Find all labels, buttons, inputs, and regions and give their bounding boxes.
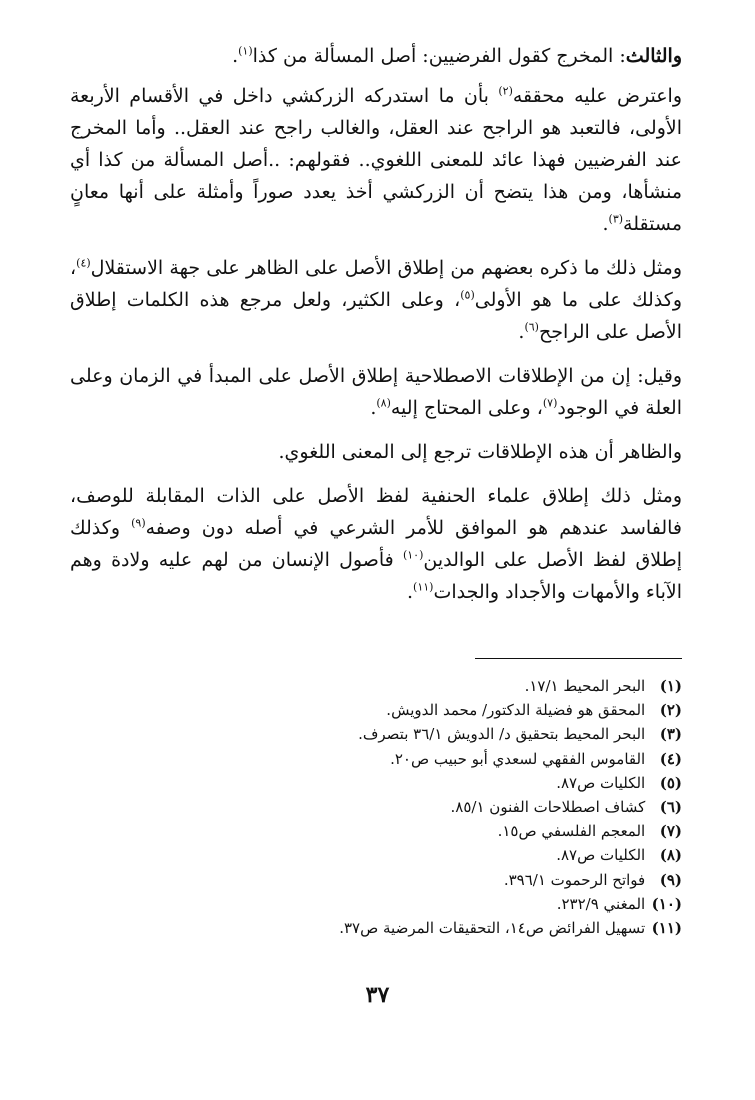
paragraph-text: . — [518, 321, 525, 343]
paragraph-text: . — [406, 581, 414, 603]
footnote-text: المعجم الفلسفي ص١٥. — [497, 822, 646, 841]
footnote-text: البحر المحيط بتحقيق د/ الدويش ٣٦/١ بتصرف. — [358, 725, 646, 744]
paragraph-5 — [70, 436, 682, 468]
footnote-text: فواتح الرحموت ٣٩٦/١. — [503, 870, 646, 889]
footnote-text: المغني ٢٣٢/٩. — [556, 894, 646, 913]
footnote-text: كشاف اصطلاحات الفنون ٨٥/١. — [450, 798, 646, 817]
paragraph-text: فأصول الإنسان من لهم عليه ولادة وهم الآباء والأمهات والأجداد والجدات — [70, 549, 682, 603]
footnote-ref[interactable]: (٨) — [376, 396, 391, 410]
footnote-number: (٤) — [659, 749, 682, 768]
footnote-item — [70, 771, 682, 795]
footnote-ref[interactable]: (١) — [238, 44, 253, 58]
paragraph-text: ومثل ذلك ما ذكره بعضهم من إطلاق الأصل على الظاهر على جهة الاستقلال — [90, 257, 682, 279]
paragraph-lead: والثالث — [625, 45, 682, 67]
paragraph-text: ، وكذلك على ما هو الأولى — [70, 257, 682, 311]
footnote-ref[interactable]: (٦) — [524, 320, 539, 334]
paragraph-text: : المخرج كقول الفرضيين: أصل المسألة من كذا — [252, 45, 626, 67]
paragraph-4 — [70, 360, 682, 424]
footnote-number: (٢) — [659, 701, 682, 720]
footnote-number: (٩) — [659, 870, 682, 889]
paragraph-text: بأن ما استدركه الزركشي داخل في الأقسام الأربعة الأولى، فالتعبد هو الراجح عند العقل، والغالب راجح عند العقل.. وأما المخرج عند الفرضيين فهذا عائد للمعنى اللغوي.. فقولهم: ..أصل المسألة من كذا أي منشأها، ومن هذا يتضح أن الزركشي أخذ يعدد صوراً وأمثلة على أنها معانٍ مستقلة — [70, 85, 682, 235]
paragraph-text: والظاهر أن هذه الإطلاقات ترجع إلى المعنى اللغوي. — [278, 441, 682, 463]
paragraph-1 — [70, 40, 682, 72]
paragraph-text: . — [602, 213, 609, 235]
footnote-text: الكليات ص٨٧. — [556, 846, 646, 865]
footnote-number: (٧) — [659, 822, 682, 841]
footnote-number: (٣) — [659, 725, 682, 744]
footnote-text: المحقق هو فضيلة الدكتور/ محمد الدويش. — [386, 701, 646, 720]
paragraph-text: واعترض عليه محققه — [512, 85, 682, 107]
footnote-text: البحر المحيط ١٧/١. — [524, 677, 646, 695]
footnote-text: الكليات ص٨٧. — [556, 773, 646, 792]
paragraph-text: . — [370, 397, 377, 419]
footnote-number: (٦) — [659, 798, 682, 817]
footnote-item — [70, 674, 682, 698]
footnote-ref[interactable]: (٣) — [608, 212, 624, 226]
footnote-item — [70, 795, 682, 819]
footnote-item — [70, 722, 682, 746]
paragraph-text: وكذلك إطلاق لفظ الأصل على الوالدين — [70, 517, 682, 571]
paragraph-text: ، وعلى المحتاج إليه — [390, 397, 543, 419]
footnote-ref[interactable]: (٥) — [460, 288, 475, 302]
footnote-item — [70, 892, 682, 916]
footnote-ref[interactable]: (١٠) — [402, 548, 424, 562]
paragraph-3 — [70, 252, 682, 348]
paragraph-text: ، وعلى الكثير، ولعل مرجع هذه الكلمات إطلاق الأصل على الراجح — [70, 289, 682, 343]
footnote-text: تسهيل الفرائض ص١٤، التحقيقات المرضية ص٣٧. — [339, 919, 646, 938]
footnote-item — [70, 843, 682, 867]
footnote-ref[interactable]: (٩) — [131, 516, 146, 530]
footnote-number: (٥) — [659, 773, 682, 792]
footnote-item — [70, 819, 682, 843]
footnote-item — [70, 916, 682, 940]
main-text — [70, 40, 682, 620]
footnote-number: (١) — [659, 677, 682, 695]
footnote-number: (١٠) — [651, 894, 682, 913]
footnote-ref[interactable]: (٤) — [76, 256, 91, 270]
paragraph-6 — [70, 480, 682, 608]
footnote-item — [70, 698, 682, 722]
paragraph-text: ومثل ذلك إطلاق علماء الحنفية لفظ الأصل على الذات المقابلة للوصف، فالفاسد عندهم هو الموافق للأمر الشرعي في أصله دون وصفه — [70, 485, 682, 539]
footnote-text: القاموس الفقهي لسعدي أبو حبيب ص٢٠. — [390, 749, 646, 768]
paragraph-text: وقيل: إن من الإطلاقات الاصطلاحية إطلاق الأصل على المبدأ في الزمان وعلى العلة في الوجود — [70, 365, 682, 419]
footnote-ref[interactable]: (٧) — [542, 396, 558, 410]
paragraph-text: . — [232, 45, 239, 67]
page-number: ٣٧ — [365, 982, 390, 1008]
footnote-item — [70, 747, 682, 771]
footnote-number: (٨) — [659, 846, 682, 865]
footnote-separator — [475, 658, 682, 659]
footnote-number: (١١) — [651, 919, 682, 938]
footnotes-list — [70, 674, 682, 940]
footnote-ref[interactable]: (١١) — [413, 580, 434, 594]
footnote-ref[interactable]: (٢) — [498, 84, 513, 98]
paragraph-2 — [70, 80, 682, 240]
footnote-item — [70, 868, 682, 892]
